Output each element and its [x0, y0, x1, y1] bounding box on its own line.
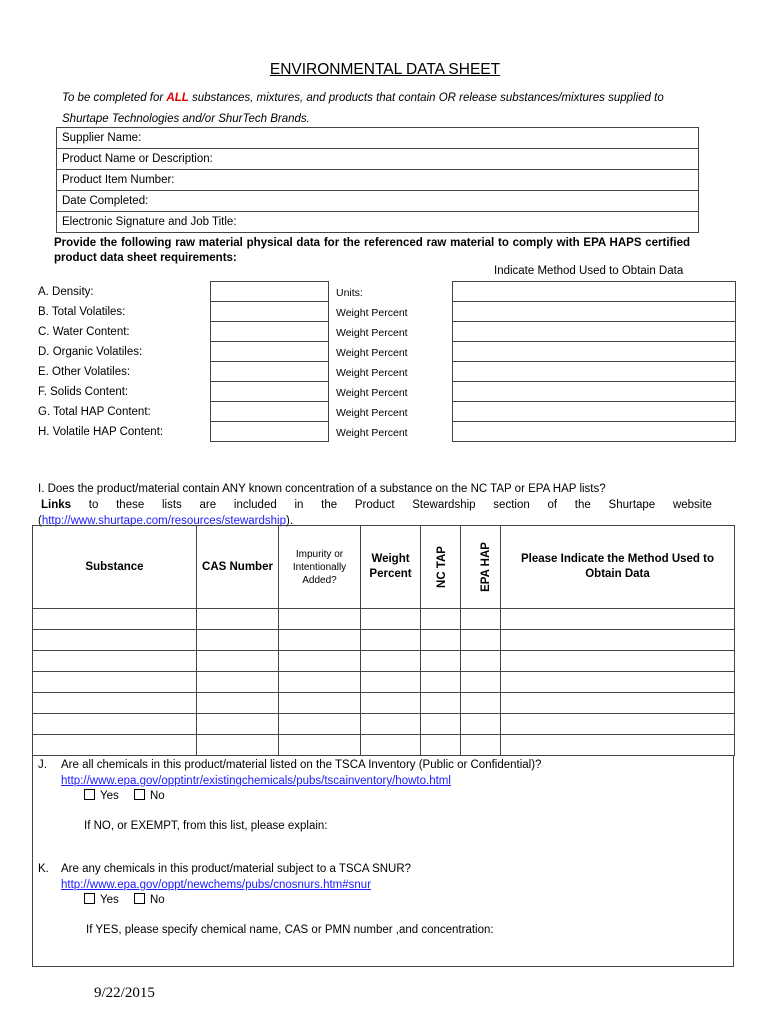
cas-cell[interactable]: [197, 651, 279, 672]
cas-number-header: CAS Number: [197, 526, 279, 609]
impurity-header-l1: Impurity or: [295, 548, 344, 560]
links-word: section: [493, 499, 530, 511]
intro-emphasis: ALL: [166, 92, 189, 104]
impurity-cell[interactable]: [279, 672, 361, 693]
checkbox-icon[interactable]: [134, 893, 145, 904]
impurity-cell[interactable]: [279, 609, 361, 630]
supplier-name-field[interactable]: Supplier Name:: [57, 128, 699, 149]
question-j-followup: If NO, or EXEMPT, from this list, please explain:: [84, 820, 328, 832]
total-volatiles-method-box[interactable]: [452, 301, 736, 322]
table-row: [33, 735, 735, 756]
volatile-hap-label: H. Volatile HAP Content:: [38, 426, 164, 438]
organic-volatiles-unit: Weight Percent: [336, 347, 408, 359]
intro-text: [62, 88, 702, 130]
yes-label: Yes: [100, 790, 119, 802]
method-cell[interactable]: [501, 651, 735, 672]
question-k-number: K.: [38, 863, 49, 875]
impurity-header-l3: Added?: [302, 574, 337, 586]
nc-tap-label: NC TAP: [435, 546, 448, 588]
table-row: [33, 630, 735, 651]
intro-line1-rest: substances, mixtures, and products that contain OR release substances/mixtures supplied to: [188, 92, 664, 104]
density-method-box[interactable]: [452, 281, 736, 302]
impurity-cell[interactable]: [279, 735, 361, 756]
table-row: [33, 651, 735, 672]
nc-tap-cell[interactable]: [421, 630, 461, 651]
epa-hap-label: EPA HAP: [479, 542, 492, 592]
cas-cell[interactable]: [197, 630, 279, 651]
impurity-header-l2: Intentionally: [292, 561, 347, 573]
impurity-cell[interactable]: [279, 714, 361, 735]
substance-cell[interactable]: [33, 714, 197, 735]
other-volatiles-label: E. Other Volatiles:: [38, 366, 131, 378]
impurity-header: [279, 526, 361, 609]
raw-material-instruction: Provide the following raw material physical data for the referenced raw material to comply with EPA HAPS certified product data sheet requirements:: [54, 237, 690, 264]
epa-hap-cell[interactable]: [461, 714, 501, 735]
nc-tap-cell[interactable]: [421, 714, 461, 735]
method-cell[interactable]: [501, 693, 735, 714]
method-cell[interactable]: [501, 609, 735, 630]
links-word: are: [199, 499, 217, 511]
links-word: Shurtape: [608, 499, 656, 511]
cas-cell[interactable]: [197, 672, 279, 693]
other-volatiles-value-box[interactable]: [210, 361, 329, 382]
weight-cell[interactable]: [361, 735, 421, 756]
weight-cell[interactable]: [361, 630, 421, 651]
other-volatiles-method-box[interactable]: [452, 361, 736, 382]
volatile-hap-method-box[interactable]: [452, 421, 736, 442]
table-row: [33, 693, 735, 714]
epa-hap-cell[interactable]: [461, 672, 501, 693]
impurity-cell[interactable]: [279, 693, 361, 714]
weight-cell[interactable]: [361, 672, 421, 693]
intro-prefix: To be completed for: [62, 92, 167, 104]
epa-hap-cell[interactable]: [461, 735, 501, 756]
question-j-number: J.: [38, 759, 47, 771]
question-k-followup: If YES, please specify chemical name, CAS or PMN number ,and concentration:: [86, 924, 494, 936]
method-used-header: [501, 526, 735, 609]
other-volatiles-unit: Weight Percent: [336, 367, 408, 379]
nc-tap-header: [421, 526, 461, 609]
links-word: the: [574, 499, 591, 511]
method-cell[interactable]: [501, 735, 735, 756]
density-value-box[interactable]: [210, 281, 329, 302]
solids-content-method-box[interactable]: [452, 381, 736, 402]
question-j-no-option[interactable]: [134, 789, 165, 802]
method-cell[interactable]: [501, 672, 735, 693]
organic-volatiles-label: D. Organic Volatiles:: [38, 346, 143, 358]
total-hap-unit: Weight Percent: [336, 407, 408, 419]
tsca-inventory-link[interactable]: http://www.epa.gov/opptintr/existingchemicals/pubs/tscainventory/howto.html: [61, 775, 451, 787]
density-unit: Units:: [336, 287, 363, 299]
substance-table: [32, 525, 735, 756]
water-content-unit: Weight Percent: [336, 327, 408, 339]
signature-field[interactable]: Electronic Signature and Job Title:: [57, 212, 699, 233]
substance-cell[interactable]: [33, 672, 197, 693]
table-row: [33, 714, 735, 735]
total-volatiles-unit: Weight Percent: [336, 307, 408, 319]
substance-cell[interactable]: [33, 609, 197, 630]
links-word: of: [547, 499, 558, 511]
organic-volatiles-method-box[interactable]: [452, 341, 736, 362]
links-word: website: [672, 499, 712, 511]
question-i-text: I. Does the product/material contain ANY known concentration of a substance on the NC TAP or EPA HAP lists?: [38, 483, 606, 495]
weight-cell[interactable]: [361, 609, 421, 630]
links-word: Stewardship: [412, 499, 476, 511]
question-i: [38, 481, 712, 529]
question-j-text: Are all chemicals in this product/material listed on the TSCA Inventory (Public or Confidential)?: [61, 759, 542, 771]
weight-header-l2: Percent: [369, 568, 412, 580]
question-k-text: Are any chemicals in this product/material subject to a TSCA SNUR?: [61, 863, 412, 875]
paren-open: (: [38, 515, 42, 527]
total-hap-label: G. Total HAP Content:: [38, 406, 151, 418]
water-content-label: C. Water Content:: [38, 326, 130, 338]
organic-volatiles-value-box[interactable]: [210, 341, 329, 362]
links-word: lists: [161, 499, 182, 511]
impurity-cell[interactable]: [279, 651, 361, 672]
substance-cell[interactable]: [33, 630, 197, 651]
total-volatiles-label: B. Total Volatiles:: [38, 306, 126, 318]
weight-cell[interactable]: [361, 714, 421, 735]
method-header: Indicate Method Used to Obtain Data: [494, 265, 684, 277]
epa-hap-cell[interactable]: [461, 630, 501, 651]
epa-hap-cell[interactable]: [461, 693, 501, 714]
solids-content-unit: Weight Percent: [336, 387, 408, 399]
impurity-cell[interactable]: [279, 630, 361, 651]
footer-date: 9/22/2015: [94, 985, 155, 1001]
total-hap-value-box[interactable]: [210, 401, 329, 422]
product-item-number-field[interactable]: Product Item Number:: [57, 170, 699, 191]
total-hap-method-box[interactable]: [452, 401, 736, 422]
water-content-method-box[interactable]: [452, 321, 736, 342]
substance-cell[interactable]: [33, 651, 197, 672]
cas-cell[interactable]: [197, 609, 279, 630]
epa-hap-header: [461, 526, 501, 609]
volatile-hap-unit: Weight Percent: [336, 427, 408, 439]
no-label: No: [150, 894, 165, 906]
product-name-field[interactable]: Product Name or Description:: [57, 149, 699, 170]
total-volatiles-value-box[interactable]: [210, 301, 329, 322]
method-header-l2: Obtain Data: [585, 568, 650, 580]
yes-label: Yes: [100, 894, 119, 906]
page-title: ENVIRONMENTAL DATA SHEET: [269, 61, 501, 78]
links-word: in: [294, 499, 304, 511]
supplier-info-table: [56, 127, 699, 233]
table-row: [33, 609, 735, 630]
substance-cell[interactable]: [33, 693, 197, 714]
links-word: included: [233, 499, 277, 511]
epa-hap-cell[interactable]: [461, 651, 501, 672]
substance-cell[interactable]: [33, 735, 197, 756]
stewardship-link[interactable]: http://www.shurtape.com/resources/stewardship: [41, 515, 287, 527]
paren-close: ).: [286, 515, 294, 527]
links-word: the: [321, 499, 338, 511]
solids-content-value-box[interactable]: [210, 381, 329, 402]
method-cell[interactable]: [501, 714, 735, 735]
question-k-no-option[interactable]: [134, 893, 165, 906]
epa-hap-cell[interactable]: [461, 609, 501, 630]
date-completed-field[interactable]: Date Completed:: [57, 191, 699, 212]
question-k-yes-option[interactable]: [84, 893, 119, 906]
weight-header-l1: Weight: [371, 553, 410, 565]
cas-cell[interactable]: [197, 714, 279, 735]
volatile-hap-value-box[interactable]: [210, 421, 329, 442]
links-word: these: [116, 499, 145, 511]
cas-cell[interactable]: [197, 735, 279, 756]
tsca-snur-link[interactable]: http://www.epa.gov/oppt/newchems/pubs/cnosnurs.htm#snur: [61, 879, 372, 891]
method-cell[interactable]: [501, 630, 735, 651]
solids-content-label: F. Solids Content:: [38, 386, 129, 398]
substance-table-header: [33, 526, 735, 609]
nc-tap-cell[interactable]: [421, 672, 461, 693]
weight-cell[interactable]: [361, 693, 421, 714]
nc-tap-cell[interactable]: [421, 735, 461, 756]
weight-cell[interactable]: [361, 651, 421, 672]
question-i-links-line: [38, 497, 712, 513]
cas-cell[interactable]: [197, 693, 279, 714]
checkbox-icon[interactable]: [84, 789, 95, 800]
question-j-yes-option[interactable]: [84, 789, 119, 802]
links-word: Product: [354, 499, 395, 511]
density-label: A. Density:: [38, 286, 94, 298]
table-row: [33, 672, 735, 693]
method-header-l1: Please Indicate the Method Used to: [521, 553, 714, 565]
links-word: to: [88, 499, 99, 511]
water-content-value-box[interactable]: [210, 321, 329, 342]
checkbox-icon[interactable]: [134, 789, 145, 800]
nc-tap-cell[interactable]: [421, 693, 461, 714]
no-label: No: [150, 790, 165, 802]
checkbox-icon[interactable]: [84, 893, 95, 904]
substance-header: Substance: [33, 526, 197, 609]
intro-line2: Shurtape Technologies and/or ShurTech Brands.: [62, 113, 310, 125]
links-word: Links: [41, 499, 72, 511]
nc-tap-cell[interactable]: [421, 651, 461, 672]
weight-percent-header: [361, 526, 421, 609]
nc-tap-cell[interactable]: [421, 609, 461, 630]
